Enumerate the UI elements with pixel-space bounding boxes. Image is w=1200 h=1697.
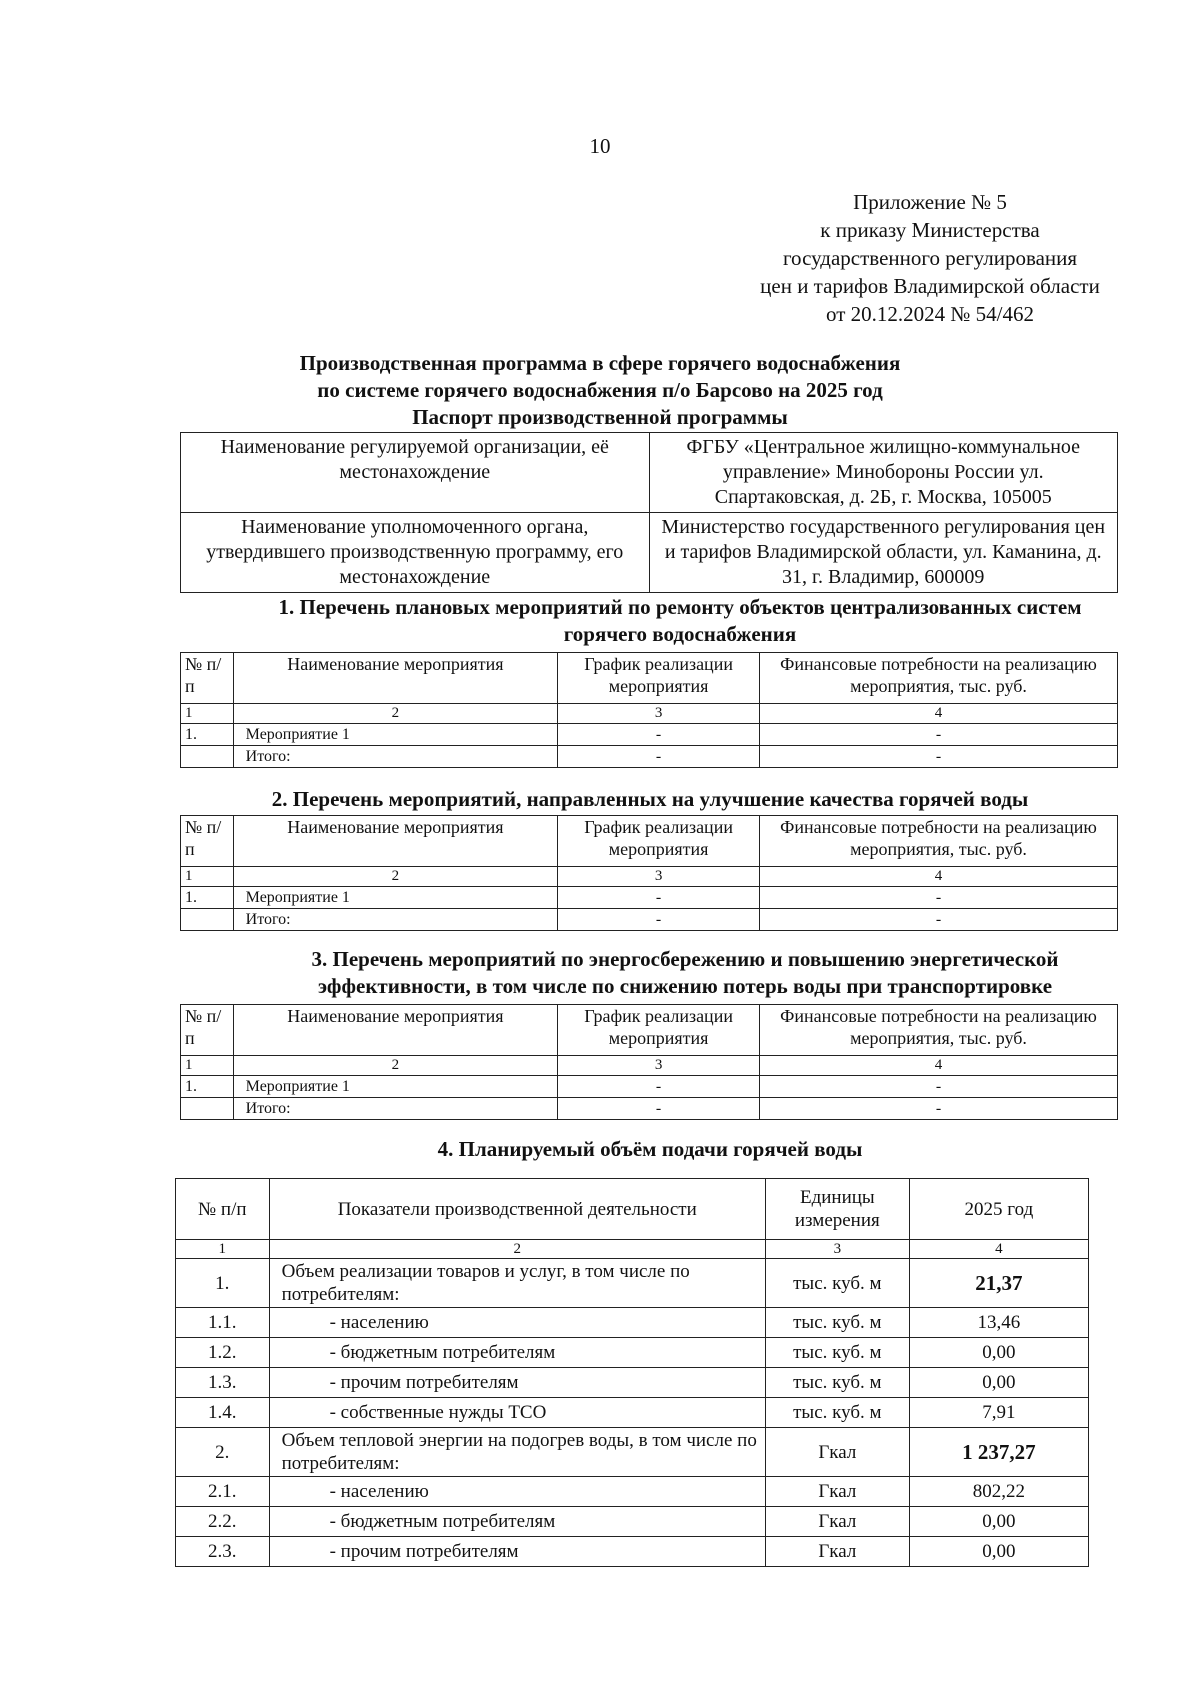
appendix-line: Приложение № 5 [853,190,1007,214]
supply-table [175,1178,1089,1567]
appendix-line: государственного регулирования [782,246,1078,270]
table-row [181,433,1118,513]
section-title: 2. Перечень мероприятий, направленных на улучшение качества горячей воды [271,787,1029,811]
column-number-row [181,1056,1118,1076]
header-finance: Финансовые потребности на реализацию мероприятия, тыс. руб. [760,1005,1118,1056]
table-row [176,1507,1089,1537]
row-num [181,909,234,931]
row-unit: Гкал [765,1537,909,1567]
row-finance: - [760,746,1118,768]
row-value: 0,00 [909,1507,1088,1537]
header-name: Наименование мероприятия [233,816,557,867]
events-table [180,1004,1118,1120]
appendix-block [720,188,1140,328]
column-number: 3 [765,1240,909,1259]
column-number: 2 [269,1240,765,1259]
header-schedule: График реализации мероприятия [558,816,760,867]
row-num [181,746,234,768]
row-unit: тыс. куб. м [765,1259,909,1308]
header-num: № п/п [181,816,234,867]
section-title: 3. Перечень мероприятий по энергосбережению и повышению энергетической эффективности, в том числе по снижению потерь воды при транспортировке [311,947,1059,998]
row-name: Итого: [233,909,557,931]
row-value: 0,00 [909,1338,1088,1368]
header-unit: Единицы измерения [765,1179,909,1240]
page-number: 10 [589,134,611,158]
row-schedule: - [558,1098,760,1120]
column-number: 4 [760,704,1118,724]
title-line: Паспорт производственной программы [412,405,788,429]
header-num: № п/п [181,1005,234,1056]
table-row [181,513,1118,593]
document-title [180,350,1020,431]
row-unit: тыс. куб. м [765,1308,909,1338]
row-num: 2.2. [176,1507,270,1537]
row-num: 1.3. [176,1368,270,1398]
row-value: 13,46 [909,1308,1088,1338]
column-number: 1 [176,1240,270,1259]
row-indicator: - населению [269,1308,765,1338]
table-row [176,1259,1089,1308]
row-value: 1 237,27 [909,1428,1088,1477]
header-year: 2025 год [909,1179,1088,1240]
row-indicator: - бюджетным потребителям [269,1338,765,1368]
table-row [176,1428,1089,1477]
row-unit: тыс. куб. м [765,1338,909,1368]
table-row [176,1368,1089,1398]
header-name: Наименование мероприятия [233,653,557,704]
row-indicator: - прочим потребителям [269,1368,765,1398]
row-num: 1. [181,1076,234,1098]
table-row [176,1477,1089,1507]
table-header-row [181,816,1118,867]
row-value: 21,37 [909,1259,1088,1308]
row-unit: тыс. куб. м [765,1368,909,1398]
column-number: 1 [181,1056,234,1076]
table-row [176,1398,1089,1428]
column-number-row [181,867,1118,887]
section-title: 1. Перечень плановых мероприятий по ремонту объектов централизованных систем горячего водоснабжения [278,595,1082,646]
row-value: 0,00 [909,1368,1088,1398]
row-num [181,1098,234,1120]
header-finance: Финансовые потребности на реализацию мероприятия, тыс. руб. [760,816,1118,867]
column-number: 2 [233,867,557,887]
row-num: 1. [176,1259,270,1308]
row-value: 802,22 [909,1477,1088,1507]
passport-value: Министерство государственного регулирования цен и тарифов Владимирской области, ул. Каманина, д. 31, г. Владимир, 600009 [649,513,1118,593]
table-row [181,887,1118,909]
row-name: Мероприятие 1 [233,887,557,909]
table-header-row [176,1179,1089,1240]
passport-table [180,432,1118,593]
passport-value: ФГБУ «Центральное жилищно-коммунальное управление» Минобороны России ул. Спартаковская, д. 2Б, г. Москва, 105005 [649,433,1118,513]
row-unit: Гкал [765,1428,909,1477]
table-header-row [181,653,1118,704]
row-value: 7,91 [909,1398,1088,1428]
appendix-line: цен и тарифов Владимирской области [760,274,1100,298]
column-number-row [176,1240,1089,1259]
row-num: 1. [181,724,234,746]
row-schedule: - [558,746,760,768]
row-name: Итого: [233,1098,557,1120]
header-num: № п/п [181,653,234,704]
row-unit: тыс. куб. м [765,1398,909,1428]
row-indicator: - собственные нужды ТСО [269,1398,765,1428]
table-row [181,1098,1118,1120]
row-num: 1. [181,887,234,909]
header-finance: Финансовые потребности на реализацию мероприятия, тыс. руб. [760,653,1118,704]
column-number: 2 [233,1056,557,1076]
events-table [180,815,1118,931]
row-finance: - [760,1098,1118,1120]
row-unit: Гкал [765,1477,909,1507]
row-indicator: - населению [269,1477,765,1507]
row-finance: - [760,909,1118,931]
row-num: 2. [176,1428,270,1477]
passport-label: Наименование уполномоченного органа, утвердившего производственную программу, его местонахождение [181,513,650,593]
appendix-line: от 20.12.2024 № 54/462 [825,302,1035,326]
table-row [181,1076,1118,1098]
table-row [181,746,1118,768]
title-line: Производственная программа в сфере горячего водоснабжения [299,351,901,375]
row-finance: - [760,887,1118,909]
table-row [176,1308,1089,1338]
row-schedule: - [558,909,760,931]
row-num: 2.1. [176,1477,270,1507]
row-unit: Гкал [765,1507,909,1537]
column-number: 1 [181,867,234,887]
header-schedule: График реализации мероприятия [558,653,760,704]
row-num: 1.1. [176,1308,270,1338]
header-num: № п/п [176,1179,270,1240]
row-schedule: - [558,724,760,746]
row-indicator: Объем тепловой энергии на подогрев воды, в том числе по потребителям: [269,1428,765,1477]
row-schedule: - [558,1076,760,1098]
row-finance: - [760,724,1118,746]
row-name: Мероприятие 1 [233,1076,557,1098]
column-number: 4 [909,1240,1088,1259]
column-number: 2 [233,704,557,724]
row-schedule: - [558,887,760,909]
appendix-line: к приказу Министерства [820,218,1040,242]
title-line: по системе горячего водоснабжения п/о Барсово на 2025 год [317,378,883,402]
section-title: 4. Планируемый объём подачи горячей воды [437,1137,863,1161]
table-row [181,909,1118,931]
row-name: Мероприятие 1 [233,724,557,746]
passport-label: Наименование регулируемой организации, её местонахождение [181,433,650,513]
column-number: 4 [760,1056,1118,1076]
table-header-row [181,1005,1118,1056]
column-number: 1 [181,704,234,724]
column-number: 3 [558,704,760,724]
row-num: 2.3. [176,1537,270,1567]
row-num: 1.4. [176,1398,270,1428]
events-table [180,652,1118,768]
column-number: 3 [558,1056,760,1076]
header-indicator: Показатели производственной деятельности [269,1179,765,1240]
column-number-row [181,704,1118,724]
row-indicator: - бюджетным потребителям [269,1507,765,1537]
row-value: 0,00 [909,1537,1088,1567]
column-number: 3 [558,867,760,887]
row-num: 1.2. [176,1338,270,1368]
column-number: 4 [760,867,1118,887]
row-finance: - [760,1076,1118,1098]
row-indicator: Объем реализации товаров и услуг, в том числе по потребителям: [269,1259,765,1308]
table-row [176,1338,1089,1368]
header-name: Наименование мероприятия [233,1005,557,1056]
table-row [176,1537,1089,1567]
table-row [181,724,1118,746]
header-schedule: График реализации мероприятия [558,1005,760,1056]
row-name: Итого: [233,746,557,768]
row-indicator: - прочим потребителям [269,1537,765,1567]
